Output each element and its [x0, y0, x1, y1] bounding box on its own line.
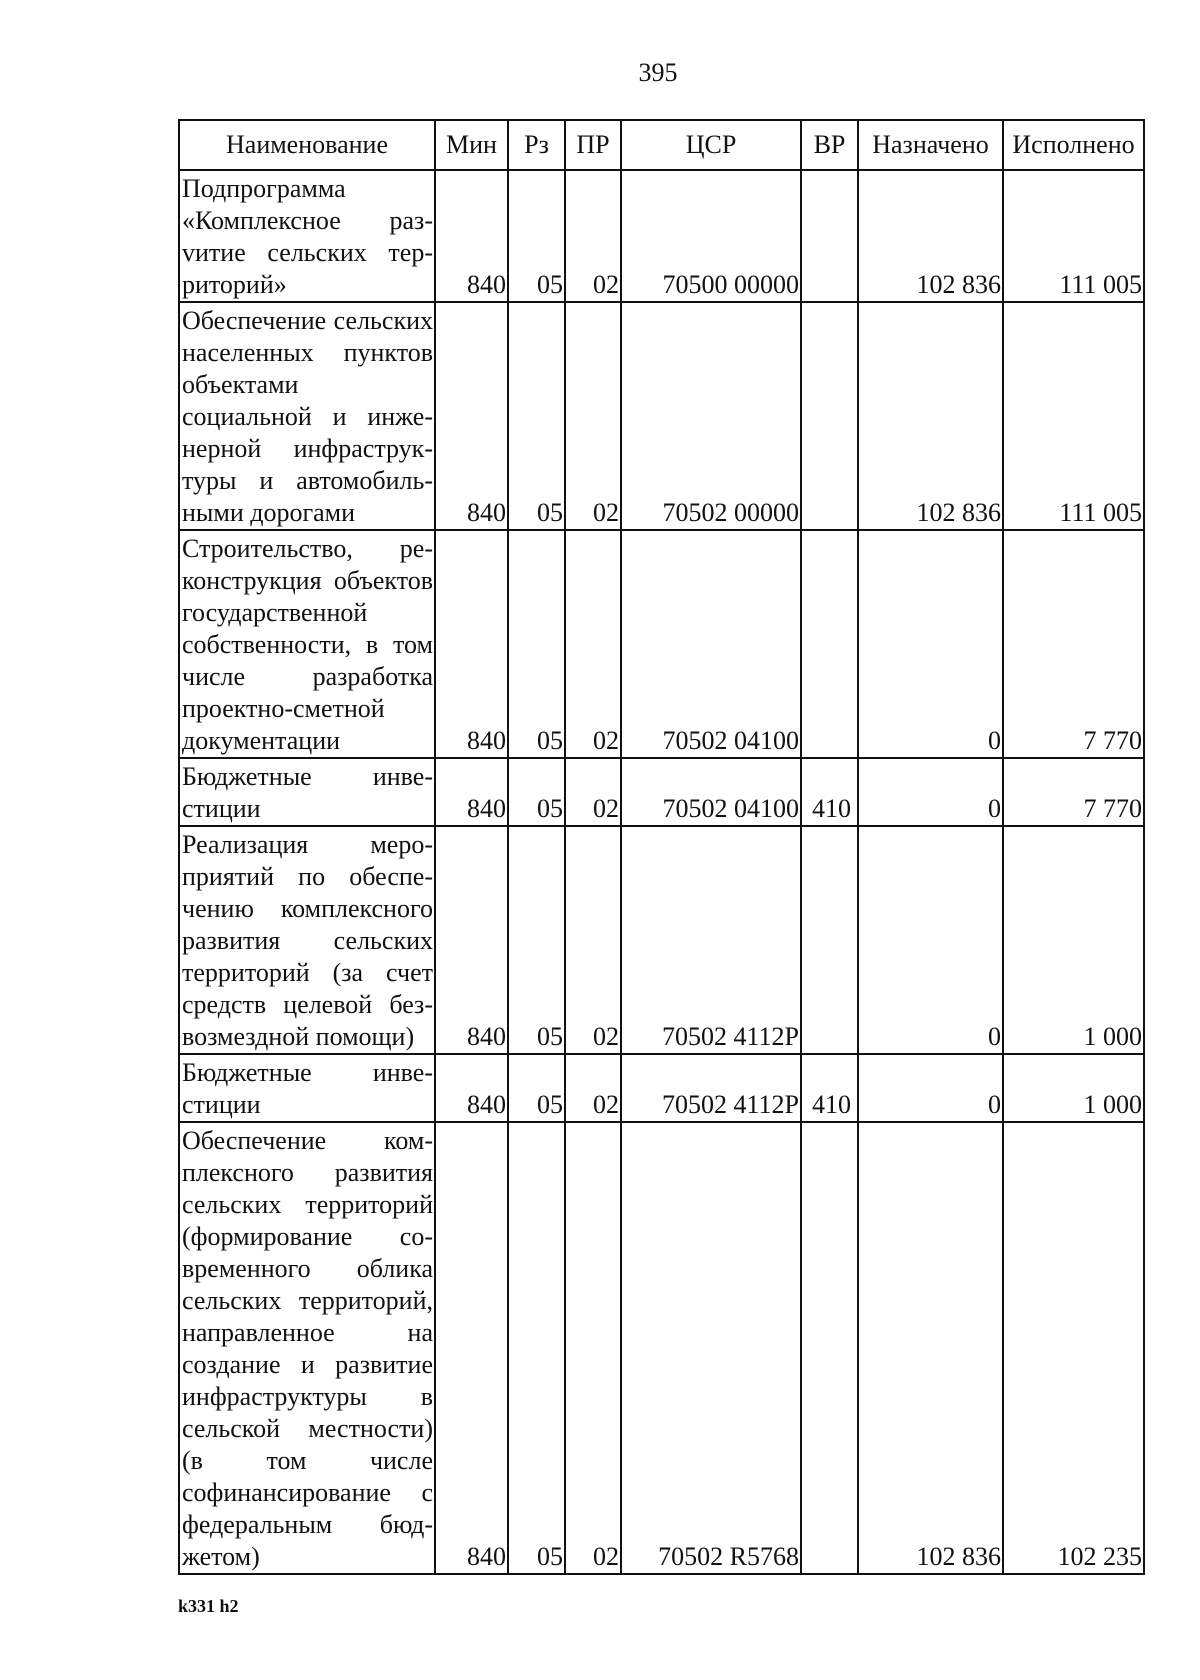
table-row	[179, 826, 1144, 1054]
table-row	[179, 1122, 1144, 1574]
row-vr	[801, 302, 858, 530]
header-executed: Исполнено	[1003, 120, 1144, 170]
row-executed: 7 770	[1003, 758, 1144, 826]
row-assigned: 0	[858, 530, 1003, 758]
row-csr: 70500 00000	[621, 170, 801, 302]
row-pr: 02	[565, 826, 621, 1054]
row-assigned: 102 836	[858, 302, 1003, 530]
table-header-row	[179, 120, 1144, 170]
row-csr: 70502 4112P	[621, 826, 801, 1054]
row-name: Реализация мероприятий по обеспечению комплексного развития сельских территорий (за счет средств целевой безвозмездной помощи)	[179, 826, 435, 1054]
row-pr: 02	[565, 530, 621, 758]
row-pr: 02	[565, 302, 621, 530]
row-rz: 05	[508, 170, 565, 302]
row-executed: 7 770	[1003, 530, 1144, 758]
row-pr: 02	[565, 170, 621, 302]
page-number: 395	[638, 58, 678, 87]
header-name: Наименование	[179, 120, 435, 170]
row-assigned: 102 836	[858, 170, 1003, 302]
row-csr: 70502 00000	[621, 302, 801, 530]
row-pr: 02	[565, 1122, 621, 1574]
header-pr: ПР	[565, 120, 621, 170]
row-csr: 70502 04100	[621, 758, 801, 826]
row-executed: 102 235	[1003, 1122, 1144, 1574]
row-rz: 05	[508, 758, 565, 826]
row-vr	[801, 1122, 858, 1574]
header-csr: ЦСР	[621, 120, 801, 170]
row-rz: 05	[508, 302, 565, 530]
row-name: Строительство, реконструкция объектов государственной собственности, в том числе разработка проектно-сметной документации	[179, 530, 435, 758]
table-row	[179, 530, 1144, 758]
row-rz: 05	[508, 826, 565, 1054]
row-name: Обеспечение сельских населенных пунктов объектами социальной и инженерной инфраструктуры и автомобильными дорогами	[179, 302, 435, 530]
row-pr: 02	[565, 758, 621, 826]
row-rz: 05	[508, 530, 565, 758]
row-executed: 1 000	[1003, 1054, 1144, 1122]
row-assigned: 0	[858, 758, 1003, 826]
row-csr: 70502 4112P	[621, 1054, 801, 1122]
header-min: Мин	[435, 120, 508, 170]
row-min: 840	[435, 170, 508, 302]
row-executed: 1 000	[1003, 826, 1144, 1054]
row-name: Обеспечение комплексного развития сельских территорий (формирование современного облика сельских территорий, направленное на создание и развитие инфраструктуры в сельской местности) (в том числе софинансирование с федеральным бюджетом)	[179, 1122, 435, 1574]
table-row	[179, 302, 1144, 530]
row-min: 840	[435, 826, 508, 1054]
header-assigned: Назначено	[858, 120, 1003, 170]
row-assigned: 0	[858, 1054, 1003, 1122]
row-min: 840	[435, 1054, 508, 1122]
row-name: Бюджетные инвестиции	[179, 1054, 435, 1122]
row-executed: 111 005	[1003, 170, 1144, 302]
row-name: Бюджетные инвестиции	[179, 758, 435, 826]
row-pr: 02	[565, 1054, 621, 1122]
row-rz: 05	[508, 1054, 565, 1122]
row-csr: 70502 04100	[621, 530, 801, 758]
row-min: 840	[435, 758, 508, 826]
row-csr: 70502 R5768	[621, 1122, 801, 1574]
row-vr: 410	[801, 758, 858, 826]
table-row	[179, 758, 1144, 826]
budget-table	[178, 119, 1145, 1575]
header-rz: Рз	[508, 120, 565, 170]
footer-code: k331 h2	[178, 1596, 239, 1616]
row-vr: 410	[801, 1054, 858, 1122]
row-vr	[801, 530, 858, 758]
row-vr	[801, 826, 858, 1054]
table-row	[179, 1054, 1144, 1122]
header-vr: ВР	[801, 120, 858, 170]
row-executed: 111 005	[1003, 302, 1144, 530]
row-min: 840	[435, 530, 508, 758]
table-row	[179, 170, 1144, 302]
row-name: Подпрограмма «Комплексное разvитие сельских территорий»	[179, 170, 435, 302]
row-assigned: 0	[858, 826, 1003, 1054]
row-min: 840	[435, 1122, 508, 1574]
row-vr	[801, 170, 858, 302]
row-assigned: 102 836	[858, 1122, 1003, 1574]
row-rz: 05	[508, 1122, 565, 1574]
row-min: 840	[435, 302, 508, 530]
